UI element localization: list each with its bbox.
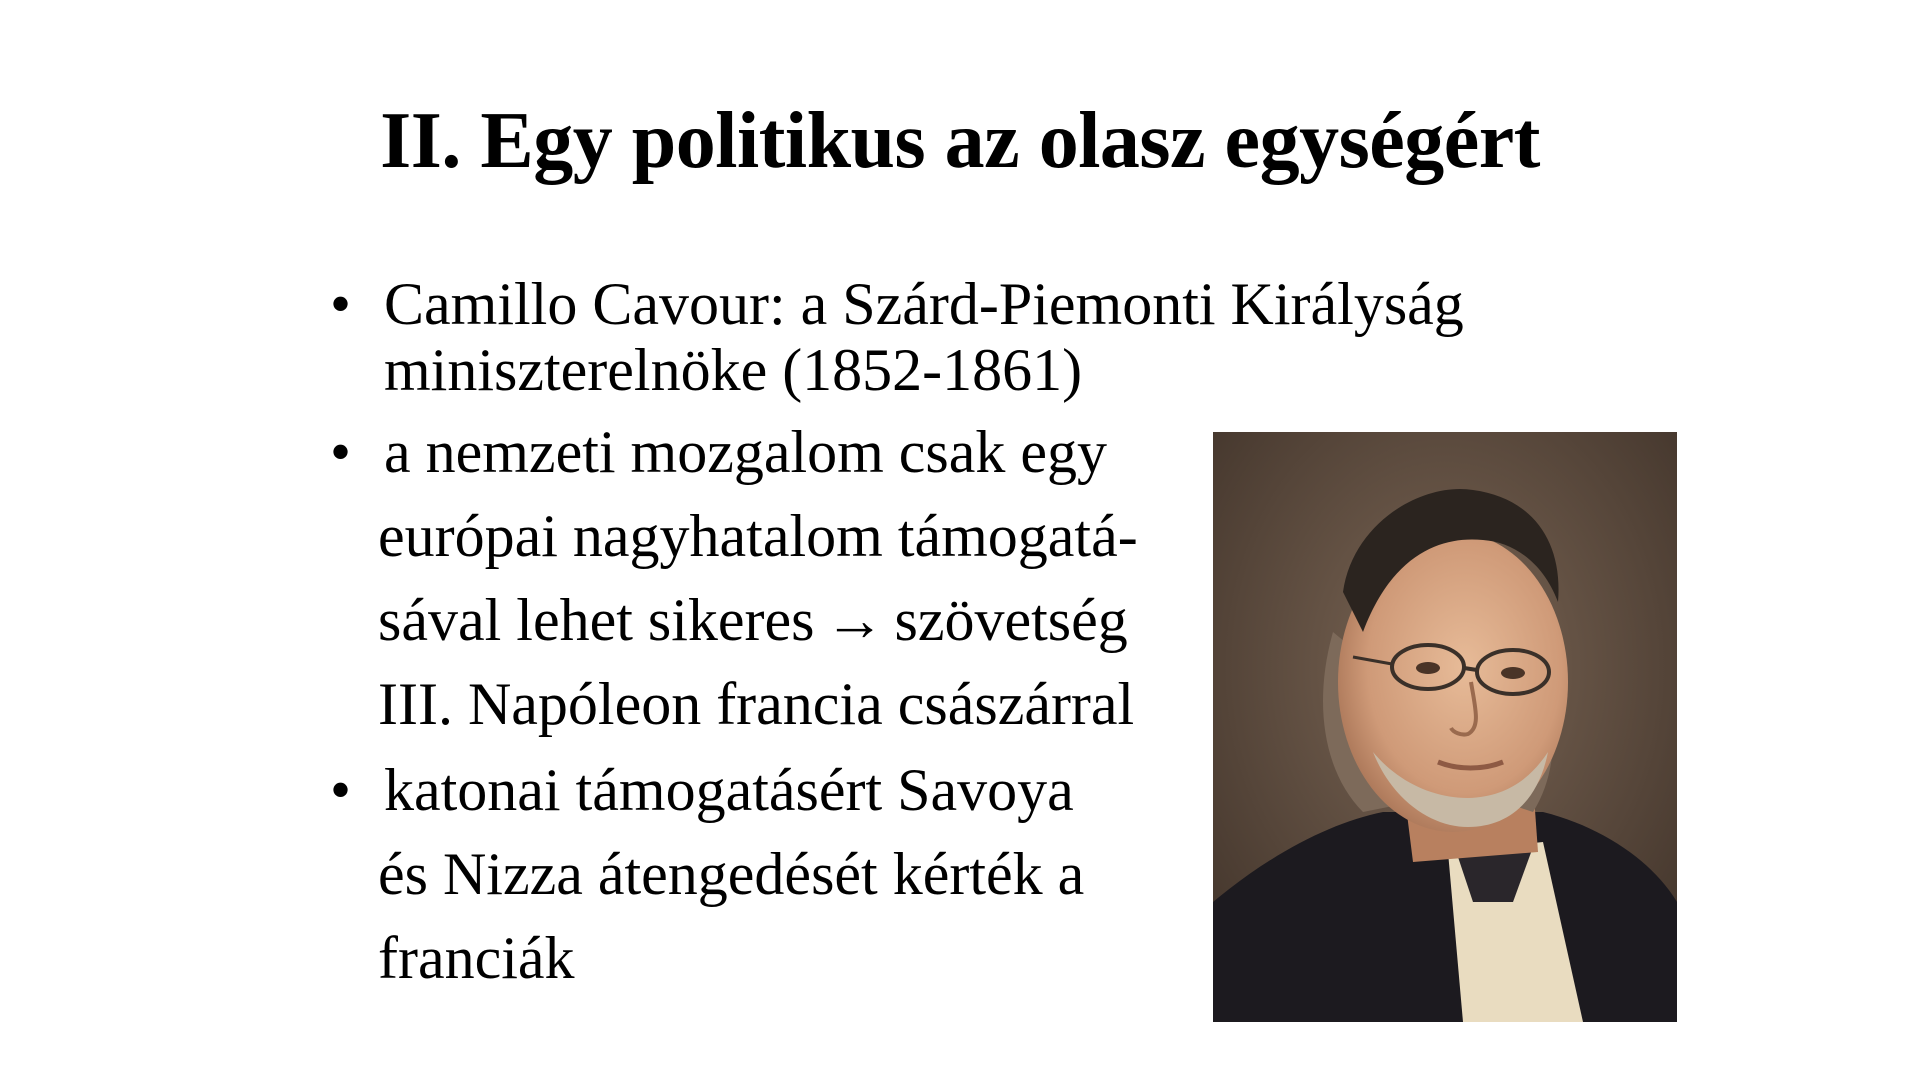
bullet-2-line-3-text: sával lehet sikeres bbox=[378, 587, 815, 653]
right-arrow-icon: → bbox=[824, 587, 885, 653]
bullet-2-line-2: európai nagyhatalom támogatá- bbox=[378, 503, 1138, 569]
bullet-2-line-3-tail: szövetség bbox=[894, 587, 1128, 653]
bullet-3-line-2: és Nizza átengedését kérték a bbox=[378, 841, 1085, 907]
bullet-3-line-3: franciák bbox=[378, 925, 575, 991]
bullet-2-line-3 bbox=[378, 578, 1128, 662]
cavour-portrait-icon bbox=[1213, 432, 1677, 1022]
slide-title: II. Egy politikus az olasz egységért bbox=[380, 97, 1540, 185]
bullet-1-line-2: miniszterelnöke (1852-1861) bbox=[384, 337, 1083, 403]
bullet-2-line-1: a nemzeti mozgalom csak egy bbox=[384, 419, 1108, 485]
portrait-image bbox=[1213, 432, 1677, 1022]
bullet-marker: • bbox=[330, 271, 352, 337]
bullet-marker: • bbox=[330, 757, 352, 823]
bullet-2-line-4: III. Napóleon francia császárral bbox=[378, 671, 1135, 737]
bullet-1-line-1: Camillo Cavour: a Szárd-Piemonti Királyság bbox=[384, 271, 1464, 337]
bullet-marker: • bbox=[330, 419, 352, 485]
bullet-3-line-1: katonai támogatásért Savoya bbox=[384, 757, 1074, 823]
